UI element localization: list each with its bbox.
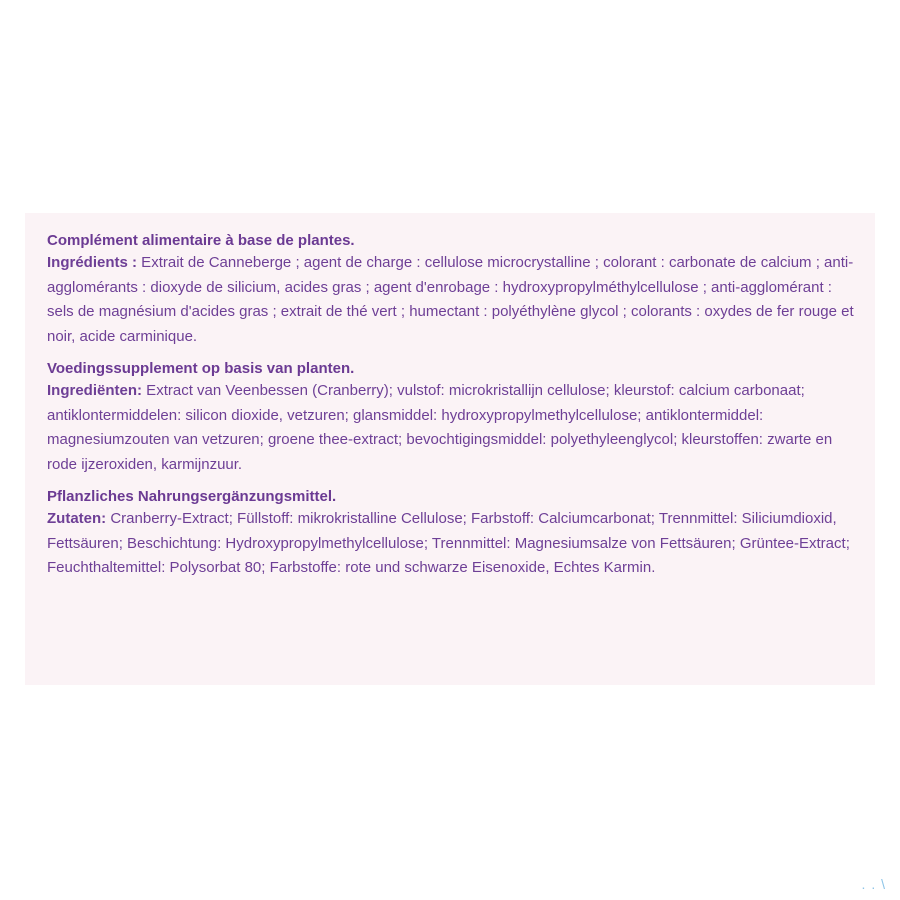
section-german — [47, 487, 855, 581]
ingredients-lead-dutch: Ingrediënten: — [47, 382, 143, 399]
ingredients-list-french: Extrait de Canneberge ; agent de charge : cellulose microcrystalline ; colorant : carbonate de calcium ; anti-agglomérants : dioxyde de silicium, acides gras ; agent d'enrobage : hydroxypropylméthylcellulose ; anti-agglomérant : sels de magnésium d'acides gras ; extrait de thé vert ; humectant : polyéthylène glycol ; colorants : oxydes de fer rouge et noir, acide carminique. — [47, 254, 854, 345]
section-heading-french: Complément alimentaire à base de plantes. — [47, 232, 355, 249]
ingredients-text-german — [47, 507, 855, 581]
section-dutch — [47, 359, 855, 477]
ingredients-list-dutch: Extract van Veenbessen (Cranberry); vulstof: microkristallijn cellulose; kleurstof: calcium carbonaat; antiklontermiddelen: silicon dioxide, vetzuren; glansmiddel: hydroxypropylmethylcellulose; antiklontermiddel: magnesiumzouten van vetzuren; groene thee-extract; bevochtigingsmiddel: polyethyleenglycol; kleurstoffen: zwarte en rode ijzeroxiden, karmijnzuur. — [47, 382, 833, 473]
ingredients-list-german: Cranberry-Extract; Füllstoff: mikrokristalline Cellulose; Farbstoff: Calciumcarbonat; Trennmittel: Siliciumdioxid, Fettsäuren; Beschichtung: Hydroxypropylmethylcellulose; Trennmittel: Magnesiumsalze von Fettsäuren; Grüntee-Extract; Feuchthaltemittel: Polysorbat 80; Farbstoffe: rote und schwarze Eisenoxide, Echtes Karmin. — [47, 510, 850, 576]
ingredients-lead-german: Zutaten: — [47, 510, 107, 527]
section-french — [47, 231, 855, 349]
ingredients-text-dutch — [47, 379, 855, 477]
corner-watermark: . . \ — [861, 876, 886, 892]
ingredients-label-panel — [25, 213, 875, 685]
section-heading-dutch: Voedingssupplement op basis van planten. — [47, 360, 355, 377]
section-heading-german: Pflanzliches Nahrungsergänzungsmittel. — [47, 488, 337, 505]
ingredients-lead-french: Ingrédients : — [47, 254, 138, 271]
ingredients-text-french — [47, 251, 855, 349]
